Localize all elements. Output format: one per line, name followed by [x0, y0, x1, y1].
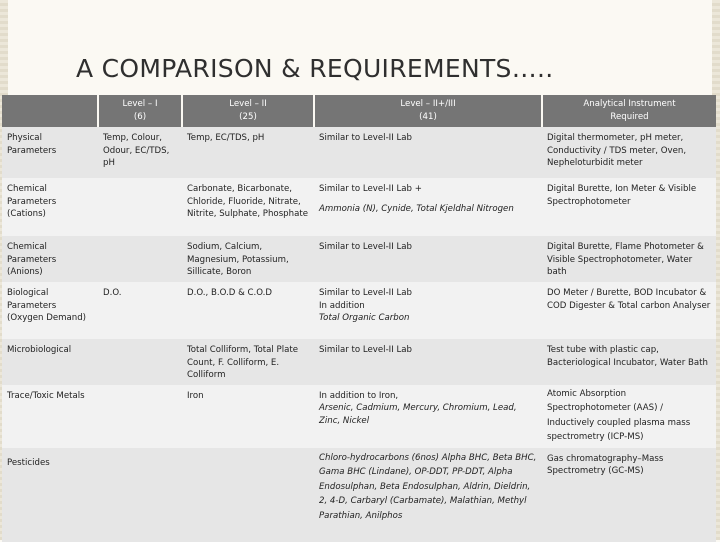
instrument-cell: Digital thermometer, pH meter, Conductivity / TDS meter, Oven, Nepheloturbidit meter	[542, 127, 716, 178]
level-3-cell: Similar to Level-II Lab	[314, 236, 542, 282]
header-count: (25)	[239, 112, 257, 122]
level-3-text: Similar to Level-II Lab +	[319, 184, 422, 194]
header-row	[2, 95, 716, 127]
table-row	[2, 448, 716, 542]
level-1-cell	[98, 178, 182, 236]
table-row	[2, 178, 716, 236]
table-row	[2, 385, 716, 448]
level-1-cell	[98, 385, 182, 448]
level-1-cell: Temp, Colour, Odour, EC/TDS, pH	[98, 127, 182, 178]
header-count: Required	[610, 112, 649, 122]
comparison-table	[2, 95, 716, 542]
parameter-cell: Trace/Toxic Metals	[2, 385, 98, 448]
header-count: (41)	[419, 112, 437, 122]
level-3-cell	[314, 282, 542, 339]
table-row	[2, 339, 716, 385]
parameter-cell: Physical Parameters	[2, 127, 98, 178]
level-3-text-line2: In addition	[319, 300, 365, 311]
level-1-cell: D.O.	[98, 282, 182, 339]
header-count: (6)	[133, 112, 147, 122]
parameter-cell: Chemical Parameters (Cations)	[2, 178, 98, 236]
table-row	[2, 236, 716, 282]
table-row	[2, 127, 716, 178]
level-2-cell: Total Colliform, Total Plate Count, F. Colliform, E. Colliform	[182, 339, 314, 385]
header-label: Level – I	[122, 99, 158, 109]
table-row	[2, 282, 716, 339]
parameter-cell: Chemical Parameters (Anions)	[2, 236, 98, 282]
parameter-cell: Pesticides	[2, 448, 98, 542]
level-3-cell: Similar to Level-II Lab	[314, 339, 542, 385]
page-title: A COMPARISON & REQUIREMENTS…..	[76, 54, 554, 83]
level-3-cell	[314, 385, 542, 448]
header-cell-level-2	[182, 95, 314, 127]
level-1-cell	[98, 339, 182, 385]
header-label: Level – II+/III	[400, 99, 456, 109]
level-3-text: In addition to Iron,	[319, 390, 399, 401]
level-3-text: Similar to Level-II Lab	[319, 288, 412, 298]
instrument-cell: DO Meter / Burette, BOD Incubator & COD Digester & Total carbon Analyser	[542, 282, 716, 339]
instrument-cell: Gas chromatography–Mass Spectrometry (GC-MS)	[542, 448, 716, 542]
header-cell-parameter	[2, 95, 98, 127]
level-2-cell	[182, 448, 314, 542]
level-3-extra-text: Arsenic, Cadmium, Mercury, Chromium, Lead, Zinc, Nickel	[319, 403, 517, 426]
instrument-cell: Test tube with plastic cap, Bacteriological Incubator, Water Bath	[542, 339, 716, 385]
level-2-cell: Sodium, Calcium, Magnesium, Potassium, Sillicate, Boron	[182, 236, 314, 282]
parameter-cell: Biological Parameters (Oxygen Demand)	[2, 282, 98, 339]
header-cell-instrument	[542, 95, 716, 127]
level-2-cell: Temp, EC/TDS, pH	[182, 127, 314, 178]
instrument-cell: Atomic Absorption Spectrophotometer (AAS) / Inductively coupled plasma mass spectrometry (ICP-MS)	[542, 385, 716, 448]
level-1-cell	[98, 448, 182, 542]
parameter-cell: Microbiological	[2, 339, 98, 385]
level-1-cell	[98, 236, 182, 282]
level-3-cell: Chloro-hydrocarbons (6nos) Alpha BHC, Beta BHC, Gama BHC (Lindane), OP-DDT, PP-DDT, Alpha Endosulphan, Beta Endosulphan, Aldrin, Dieldrin, 2, 4-D, Carbaryl (Carbamate), Malathian, Methyl Parathian, Anilphos	[314, 448, 542, 542]
level-3-extra-text: Total Organic Carbon	[319, 313, 410, 324]
header-label: Analytical Instrument	[583, 99, 676, 109]
instrument-cell: Digital Burette, Flame Photometer & Visible Spectrophotometer, Water bath	[542, 236, 716, 282]
header-cell-level-1	[98, 95, 182, 127]
level-3-cell	[314, 178, 542, 236]
level-2-cell: Iron	[182, 385, 314, 448]
level-2-cell: Carbonate, Bicarbonate, Chloride, Fluoride, Nitrate, Nitrite, Sulphate, Phosphate	[182, 178, 314, 236]
level-3-extra-text: Ammonia (N), Cynide, Total Kjeldhal Nitrogen	[319, 203, 514, 214]
instrument-cell: Digital Burette, Ion Meter & Visible Spectrophotometer	[542, 178, 716, 236]
header-label: Level – II	[229, 99, 267, 109]
level-2-cell: D.O., B.O.D & C.O.D	[182, 282, 314, 339]
header-cell-level-3	[314, 95, 542, 127]
level-3-cell: Similar to Level-II Lab	[314, 127, 542, 178]
